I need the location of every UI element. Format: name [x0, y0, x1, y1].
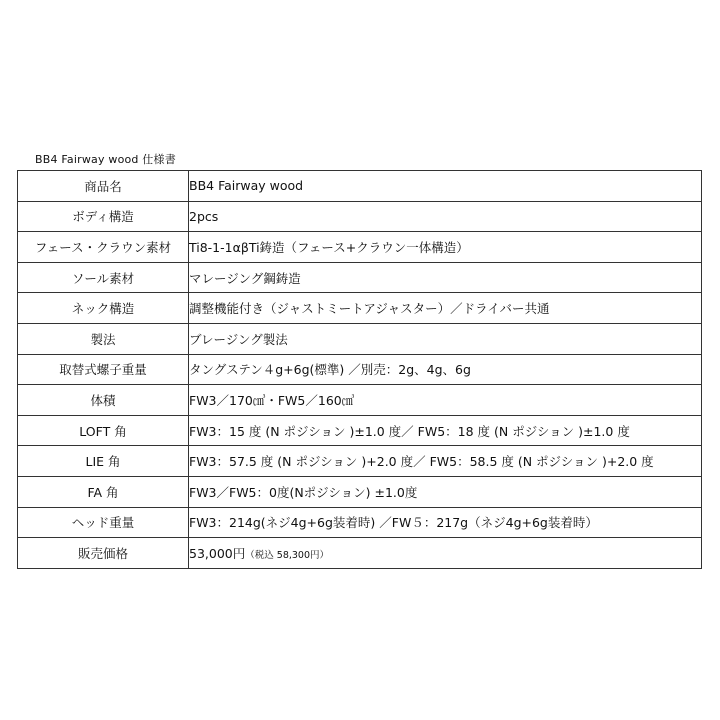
- table-row: [18, 262, 702, 293]
- row-label: ネック構造: [18, 293, 189, 324]
- row-label: LIE 角: [18, 446, 189, 477]
- row-value: マレージング鋼鋳造: [189, 262, 702, 293]
- row-value: FW3：57.5 度 (N ポジション )+2.0 度／ FW5：58.5 度 (N ポジション )+2.0 度: [189, 446, 702, 477]
- table-row: [18, 232, 702, 263]
- row-label: ソール素材: [18, 262, 189, 293]
- table-row: [18, 293, 702, 324]
- row-label: 体積: [18, 385, 189, 416]
- table-row: [18, 201, 702, 232]
- row-label: フェース・クラウン素材: [18, 232, 189, 263]
- row-label: FA 角: [18, 476, 189, 507]
- price-tax-note: （税込 58,300円）: [245, 549, 330, 561]
- spec-table: [17, 170, 702, 569]
- row-value: [189, 538, 702, 569]
- spec-sheet-title: BB4 Fairway wood 仕様書: [35, 153, 176, 166]
- row-label: 取替式螺子重量: [18, 354, 189, 385]
- row-value: FW3／FW5：0度(Nポジション) ±1.0度: [189, 476, 702, 507]
- row-label: 製法: [18, 323, 189, 354]
- row-value: Ti8-1-1αβTi鋳造（フェース+クラウン一体構造）: [189, 232, 702, 263]
- row-value: FW3：15 度 (N ポジション )±1.0 度／ FW5：18 度 (N ポジション )±1.0 度: [189, 415, 702, 446]
- row-value: FW3：214g(ネジ4g+6g装着時) ／FW５：217g（ネジ4g+6g装着時）: [189, 507, 702, 538]
- table-row: [18, 446, 702, 477]
- row-value: FW3／170㎤・FW5／160㎤: [189, 385, 702, 416]
- table-row: [18, 171, 702, 202]
- row-value: BB4 Fairway wood: [189, 171, 702, 202]
- row-value: ブレージング製法: [189, 323, 702, 354]
- row-value: 調整機能付き（ジャストミートアジャスター）／ドライバー共通: [189, 293, 702, 324]
- row-value: 2pcs: [189, 201, 702, 232]
- row-label: ヘッド重量: [18, 507, 189, 538]
- table-row: [18, 507, 702, 538]
- row-label: LOFT 角: [18, 415, 189, 446]
- table-row: [18, 323, 702, 354]
- row-label: 商品名: [18, 171, 189, 202]
- table-row: [18, 354, 702, 385]
- table-row: [18, 476, 702, 507]
- price-value: 53,000円: [189, 545, 246, 561]
- row-label: 販売価格: [18, 538, 189, 569]
- row-label: ボディ構造: [18, 201, 189, 232]
- table-row: [18, 415, 702, 446]
- row-value: タングステン４g+6g(標準) ／別売：2g、4g、6g: [189, 354, 702, 385]
- table-row: [18, 538, 702, 569]
- table-row: [18, 385, 702, 416]
